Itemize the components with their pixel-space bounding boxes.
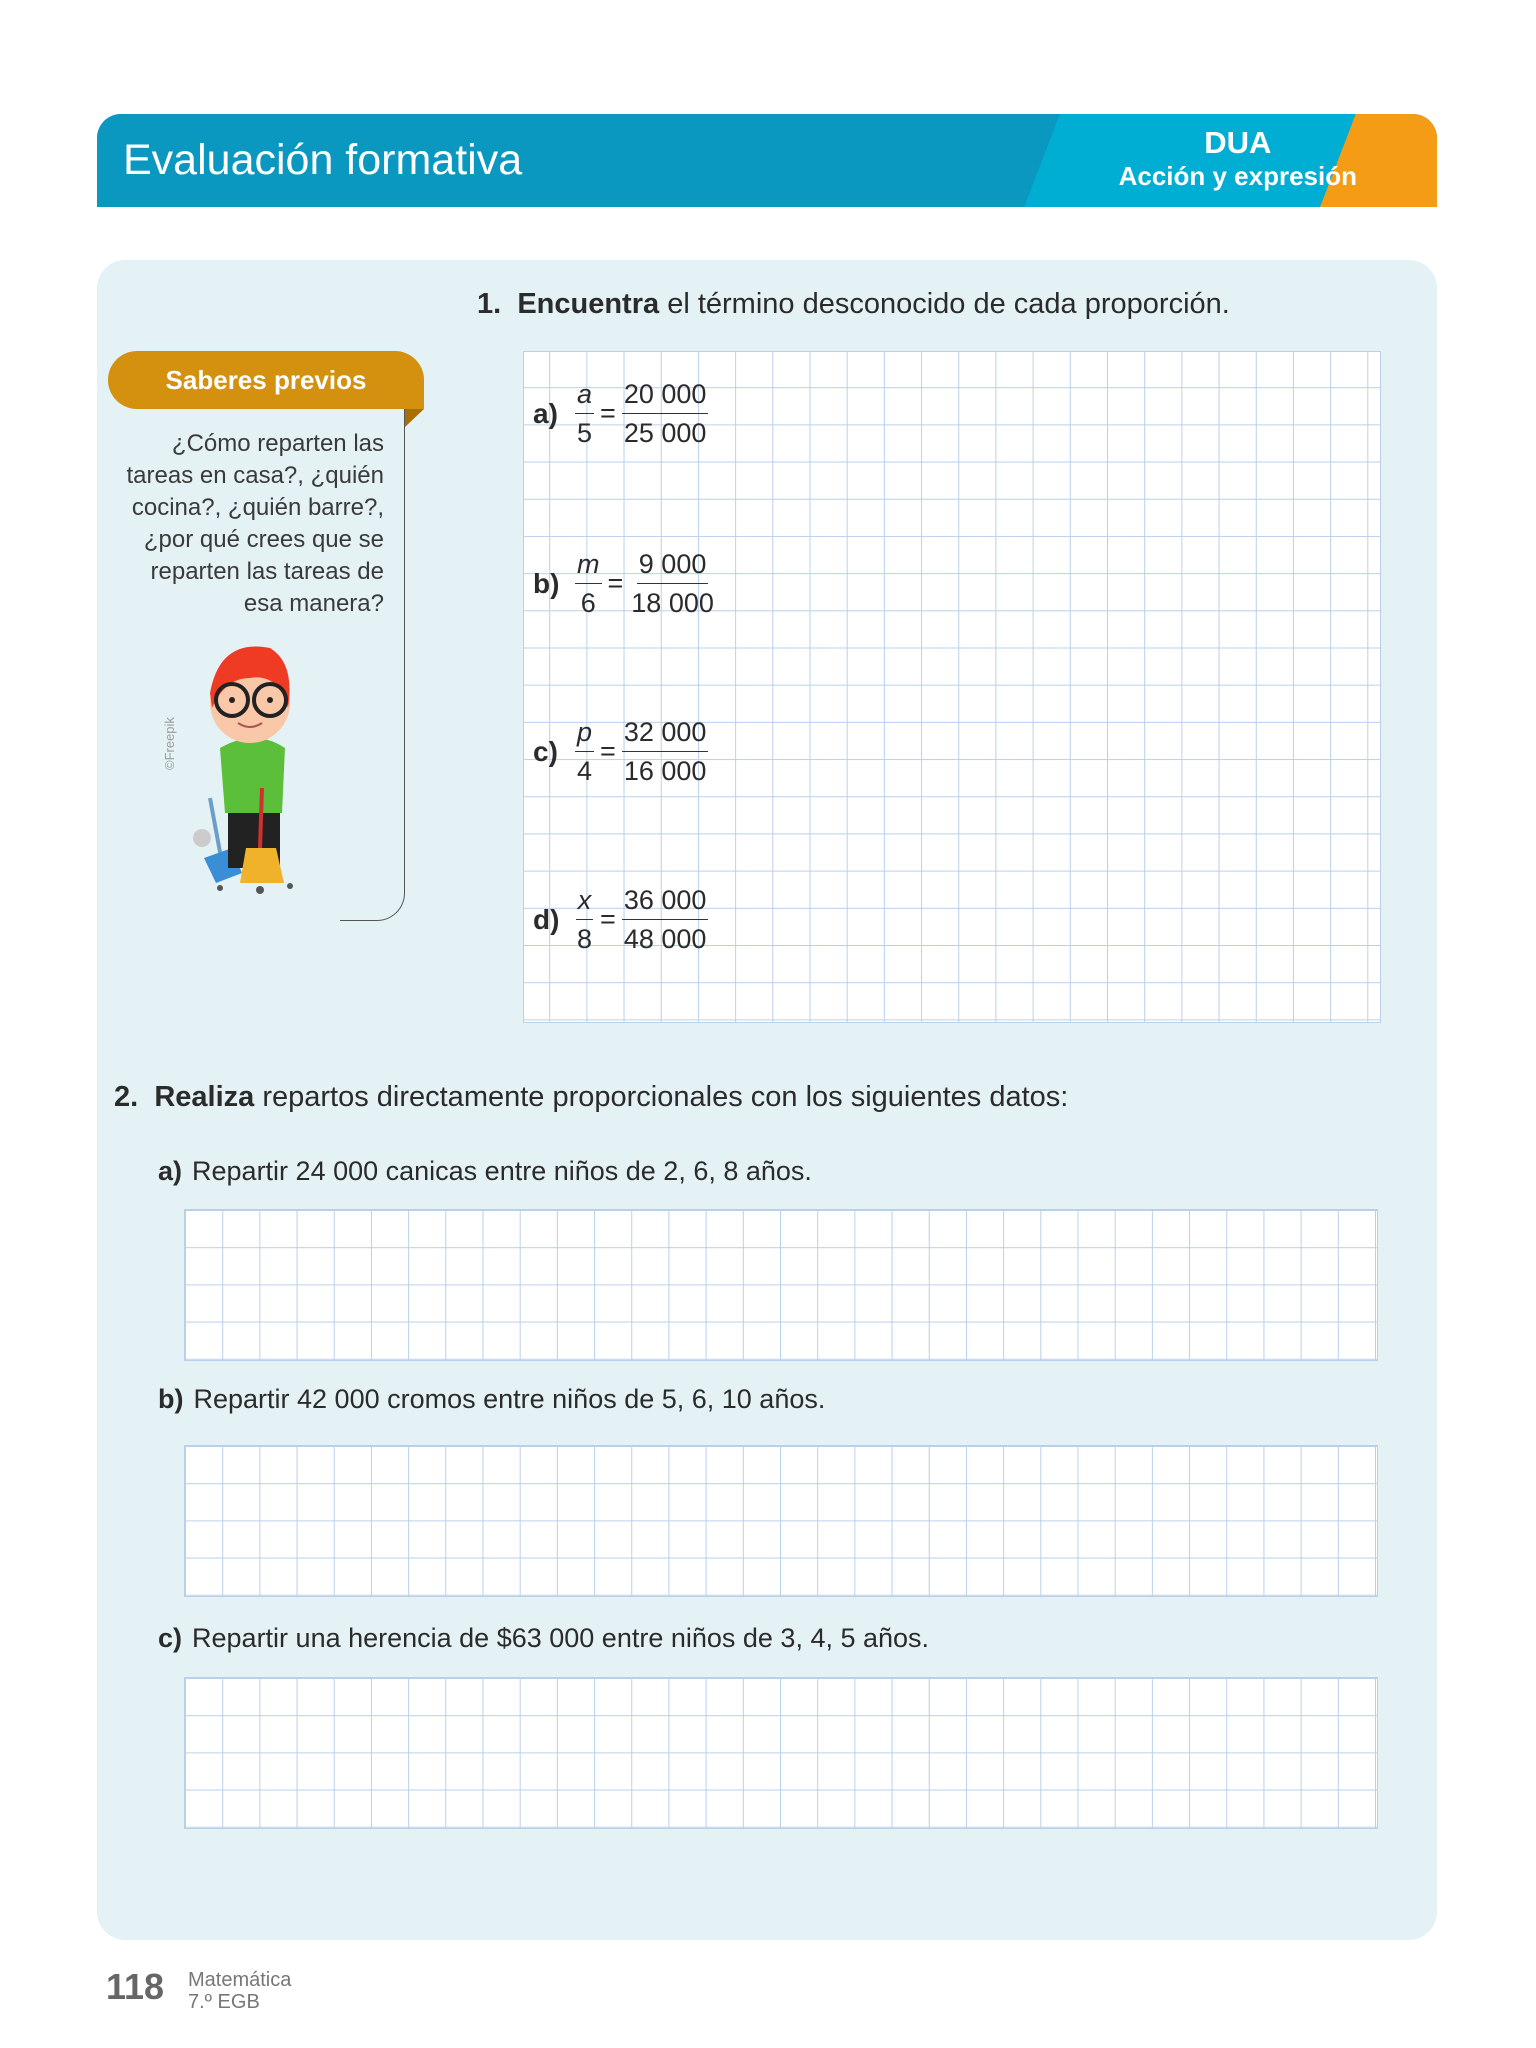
numerator: 9 000 — [637, 545, 709, 584]
fraction-left — [575, 375, 594, 452]
denominator: 48 000 — [623, 924, 707, 954]
equals-sign: = — [600, 398, 616, 428]
section-header — [97, 114, 1437, 207]
subquestion-a — [158, 1156, 812, 1187]
fraction-right — [622, 713, 709, 790]
denominator: 25 000 — [623, 418, 707, 448]
denominator: 8 — [577, 924, 593, 954]
subquestion-label: a) — [158, 1156, 183, 1186]
numerator: m — [575, 545, 602, 584]
tab-fold — [405, 409, 424, 427]
equals-sign: = — [607, 568, 624, 598]
dua-title: DUA — [1204, 125, 1272, 160]
fraction-right — [622, 375, 709, 452]
numerator: 20 000 — [622, 375, 709, 414]
question-number: 2. — [114, 1081, 139, 1113]
subquestion-text: Repartir 42 000 cromos entre niños de 5, 6, 10 años. — [193, 1384, 826, 1414]
dua-subtitle: Acción y expresión — [1118, 161, 1357, 191]
proportion-item — [533, 881, 708, 958]
denominator: 5 — [577, 418, 593, 448]
subquestion-text: Repartir 24 000 canicas entre niños de 2, 6, 8 años. — [192, 1156, 812, 1186]
fraction-left — [575, 545, 602, 622]
subquestion-label: c) — [158, 1623, 183, 1653]
subject-name: Matemática — [188, 1969, 292, 1991]
question-verb: Encuentra — [517, 288, 660, 320]
denominator: 18 000 — [631, 588, 714, 618]
fraction-right — [629, 545, 716, 622]
numerator: x — [576, 881, 594, 920]
equals-sign: = — [600, 904, 616, 934]
item-label: b) — [533, 567, 560, 599]
numerator: 36 000 — [622, 881, 709, 920]
page-number: 118 — [106, 1966, 165, 2007]
proportion-item — [533, 713, 708, 790]
question-number: 1. — [477, 288, 502, 320]
subquestion-c — [158, 1623, 929, 1654]
item-label: c) — [533, 735, 558, 767]
subquestion-b — [158, 1384, 825, 1415]
answer-grid-2a[interactable] — [184, 1209, 1378, 1361]
equals-sign: = — [600, 736, 616, 766]
fraction-right — [622, 881, 709, 958]
answer-grid-2c[interactable] — [184, 1677, 1378, 1829]
saberes-previos-tab: Saberes previos — [108, 351, 424, 409]
image-credit: ©Freepik — [162, 717, 177, 770]
question-text: el término desconocido de cada proporción. — [667, 288, 1230, 320]
footer-subject — [188, 1969, 291, 2013]
denominator: 4 — [577, 756, 593, 786]
question-2-heading — [114, 1081, 1068, 1114]
denominator: 6 — [580, 588, 596, 618]
dua-badge — [1119, 126, 1357, 192]
subquestion-label: b) — [158, 1384, 184, 1414]
question-text: repartos directamente proporcionales con los siguientes datos: — [262, 1081, 1069, 1113]
proportion-item — [533, 375, 708, 452]
item-label: a) — [533, 397, 558, 429]
fraction-left — [575, 881, 594, 958]
saberes-question: ¿Cómo reparten las tareas en casa?, ¿quién cocina?, ¿quién barre?, ¿por qué crees que se reparten las tareas de esa manera? — [126, 430, 384, 617]
denominator: 16 000 — [623, 756, 707, 786]
numerator: a — [575, 375, 594, 414]
numerator: p — [575, 713, 594, 752]
item-label: d) — [533, 903, 560, 935]
subquestion-text: Repartir una herencia de $63 000 entre niños de 3, 4, 5 años. — [192, 1623, 930, 1653]
fraction-left — [575, 713, 594, 790]
question-1-heading — [477, 288, 1230, 321]
answer-grid-2b[interactable] — [184, 1445, 1378, 1597]
numerator: 32 000 — [622, 713, 709, 752]
proportion-item — [533, 545, 716, 622]
grade-level: 7.º EGB — [188, 1991, 260, 2013]
question-verb: Realiza — [154, 1081, 255, 1113]
page-title: Evaluación formativa — [123, 136, 523, 184]
boy-sweeping-illustration — [180, 638, 320, 898]
